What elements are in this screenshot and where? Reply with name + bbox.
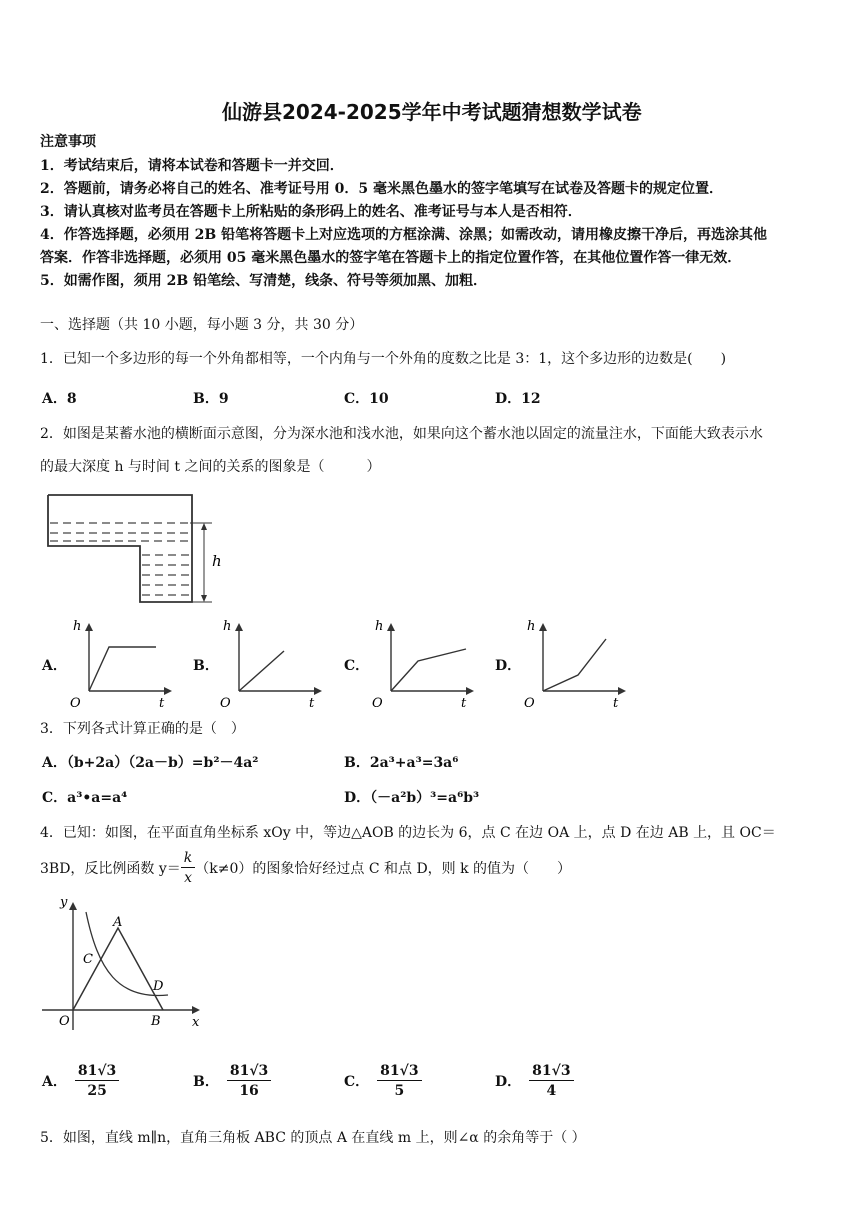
question-5-stem: 5．如图，直线 m∥n，直角三角板 ABC 的顶点 A 在直线 m 上，则∠α 的余角等于（ ） — [40, 1130, 586, 1146]
q2-graph-b[interactable] — [214, 615, 324, 710]
notice-heading: 注意事项 — [40, 134, 96, 150]
q1-option-a[interactable]: A．8 — [42, 391, 77, 407]
q2-graph-d[interactable] — [518, 615, 628, 710]
svg-text:O: O — [372, 696, 383, 710]
q1-option-d[interactable]: D．12 — [495, 391, 541, 407]
svg-text:D: D — [153, 979, 164, 994]
q1-option-b[interactable]: B．9 — [193, 391, 229, 407]
q3-option-d[interactable]: D．（－a²b）³=a⁶b³ — [344, 790, 480, 806]
q4-option-d[interactable]: D． $\frac{81√3}{4}$ — [495, 1063, 574, 1099]
q4-option-a[interactable]: A． $\frac{81√3}{25}$ — [42, 1063, 119, 1099]
q2-option-c[interactable]: C． — [344, 658, 370, 674]
q2-option-b[interactable]: B． — [193, 658, 219, 674]
q1-option-c[interactable]: C．10 — [344, 391, 389, 407]
page-title: 仙游县2024-2025学年中考试题猜想数学试卷 — [222, 100, 642, 124]
q2-graph-c[interactable] — [366, 615, 476, 710]
notice-item: 4．作答选择题，必须用 2B 铅笔将答题卡上对应选项的方框涂满、涂黑；如需改动，请用橡皮擦干净后，再选涂其他 — [40, 227, 768, 243]
question-4-stem-cont: 3BD，反比例函数 y＝ $\frac{k}{x}$ （k≠0）的图象恰好经过点 C 和点 D，则 k 的值为（ ） — [40, 850, 572, 886]
q4-option-b[interactable]: B． $\frac{81√3}{16}$ — [193, 1063, 271, 1099]
question-4-stem: 4．已知：如图，在平面直角坐标系 xOy 中，等边△AOB 的边长为 6，点 C 在边 OA 上，点 D 在边 AB 上，且 OC＝ — [40, 825, 776, 841]
svg-text:O: O — [70, 696, 81, 710]
notice-item: 5．如需作图，须用 2B 铅笔绘、写清楚，线条、符号等须加黑、加粗． — [40, 273, 488, 289]
notice-item: 2．答题前，请务必将自己的姓名、准考证号用 0．5 毫米黑色墨水的签字笔填写在试卷及答题卡的规定位置． — [40, 181, 723, 197]
svg-text:O: O — [524, 696, 535, 710]
svg-text:h: h — [73, 619, 82, 634]
q2-option-d[interactable]: D． — [495, 658, 522, 674]
svg-text:x: x — [192, 1015, 200, 1030]
question-3-stem: 3．下列各式计算正确的是（ ） — [40, 721, 245, 737]
question-1-stem: 1．已知一个多边形的每一个外角都相等，一个内角与一个外角的度数之比是 3：1，这个多边形的边数是( ) — [40, 351, 727, 367]
svg-text:A: A — [113, 915, 123, 930]
svg-text:t: t — [159, 696, 165, 710]
svg-text:O: O — [220, 696, 231, 710]
q2-graph-a[interactable] — [64, 615, 174, 710]
notice-item: 3．请认真核对监考员在答题卡上所粘贴的条形码上的姓名、准考证号与本人是否相符． — [40, 204, 582, 220]
svg-text:t: t — [613, 696, 619, 710]
q2-option-a[interactable]: A． — [42, 658, 67, 674]
reservoir-cross-section-figure — [40, 490, 230, 608]
tank-depth-label: h — [212, 552, 222, 570]
svg-text:C: C — [83, 952, 93, 967]
svg-text:h: h — [223, 619, 232, 634]
section-heading: 一、选择题（共 10 小题，每小题 3 分，共 30 分） — [40, 317, 364, 333]
svg-text:t: t — [461, 696, 467, 710]
q4-coordinate-figure — [38, 890, 208, 1035]
q4-option-c[interactable]: C． $\frac{81√3}{5}$ — [344, 1063, 422, 1099]
function-fraction: $\frac{k}{x}$ — [181, 850, 195, 886]
q3-option-b[interactable]: B．2a³+a³=3a⁶ — [344, 755, 459, 771]
q3-option-c[interactable]: C．a³•a=a⁴ — [42, 790, 128, 806]
svg-text:B: B — [151, 1014, 161, 1029]
svg-text:O: O — [59, 1014, 70, 1029]
question-2-stem: 2．如图是某蓄水池的横断面示意图，分为深水池和浅水池，如果向这个蓄水池以固定的流量注水，下面能大致表示水 — [40, 426, 763, 442]
q3-option-a[interactable]: A．（b+2a）（2a－b）=b²－4a² — [42, 755, 259, 771]
svg-text:h: h — [375, 619, 384, 634]
notice-item: 1．考试结束后，请将本试卷和答题卡一并交回． — [40, 158, 344, 174]
svg-text:h: h — [527, 619, 536, 634]
question-2-stem-cont: 的最大深度 h 与时间 t 之间的关系的图象是（ ） — [40, 459, 381, 475]
svg-text:y: y — [60, 895, 68, 910]
svg-text:t: t — [309, 696, 315, 710]
notice-item: 答案．作答非选择题，必须用 05 毫米黑色墨水的签字笔在答题卡上的指定位置作答，在其他位置作答一律无效． — [40, 250, 742, 266]
